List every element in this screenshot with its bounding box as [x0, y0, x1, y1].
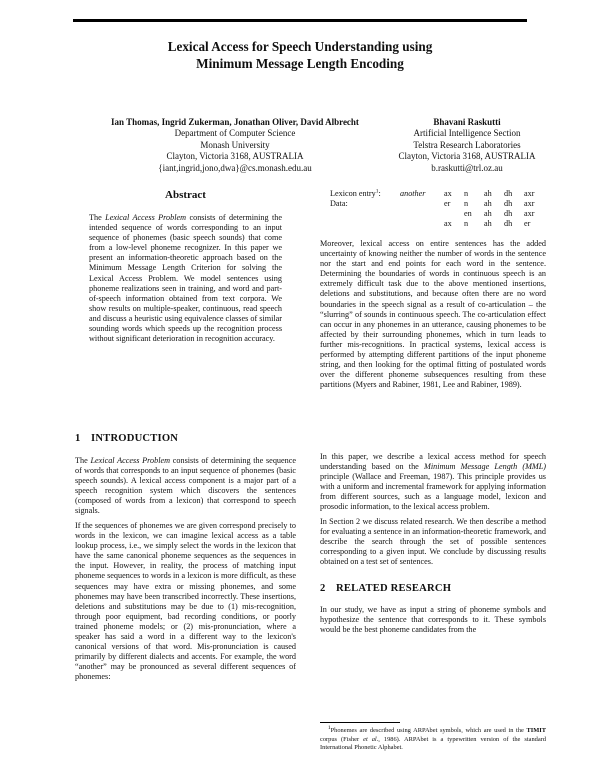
- section-title: INTRODUCTION: [91, 433, 179, 444]
- section-1-heading: [75, 433, 296, 444]
- mml-term: Minimum Message Length (MML): [424, 462, 547, 472]
- author-address: Clayton, Victoria 3168, AUSTRALIA: [166, 151, 304, 162]
- phoneme-cell: en: [464, 209, 472, 218]
- phoneme-cell: ah: [484, 219, 492, 228]
- footnote-text-mid: corpus (Fisher: [320, 735, 364, 743]
- footnote: [320, 724, 546, 753]
- lexicon-data-row: [330, 199, 544, 209]
- phoneme-cell: ax: [444, 219, 452, 228]
- author-email: {iant,ingrid,jono,dwa}@cs.monash.edu.au: [158, 162, 312, 173]
- abstract-text: [75, 213, 296, 344]
- footnote-etal: et al.: [363, 735, 379, 743]
- phoneme-cell: dh: [504, 209, 513, 218]
- phoneme-cell: n: [464, 189, 469, 198]
- abstract-text-pre: The: [89, 213, 106, 222]
- footnote-rule: [320, 722, 400, 723]
- author-department: Department of Computer Science: [174, 128, 296, 139]
- phoneme-cell: dh: [504, 219, 513, 228]
- phoneme-cell: axr: [524, 199, 535, 208]
- abstract-heading: Abstract: [165, 189, 206, 201]
- footnote-timit: TIMIT: [526, 727, 546, 734]
- title-line-2: Minimum Message Length Encoding: [196, 56, 404, 71]
- author-university: Monash University: [200, 139, 270, 150]
- right-p2-pre: In this paper, we describe a lexical access method for speech understanding based on the: [320, 452, 546, 472]
- right-p2-body: principle (Wallace and Freeman, 1987). This principle provides us with a uniform and incremental framework for applying information from different sources, such as a language model, lexicon and prosodic information, to the lexical access problem.: [320, 472, 546, 512]
- title-rule: [73, 19, 527, 22]
- related-paragraph-1: In our study, we have as input a string of phoneme symbols and hypothesize the sentence that corresponds to it. These symbols would be the best phoneme candidates from the: [320, 605, 546, 635]
- lexicon-word: another: [400, 189, 426, 198]
- author-address: Clayton, Victoria 3168, AUSTRALIA: [398, 151, 536, 162]
- abstract-term: Lexical Access Problem: [105, 213, 187, 222]
- section-2-heading: [320, 583, 546, 594]
- intro-p1-term: Lexical Access Problem: [90, 456, 171, 465]
- footnote-mark: 1: [375, 188, 379, 195]
- phoneme-cell: [444, 209, 464, 219]
- author-names: Ian Thomas, Ingrid Zukerman, Jonathan Oliver, David Albrecht: [111, 117, 359, 127]
- footnote-text-post: , 1986). ARPAbet is a typewritten version of the standard International Phonetic Alphabet.: [320, 735, 546, 752]
- phoneme-cell: axr: [524, 209, 535, 218]
- phoneme-cell: axr: [524, 189, 535, 198]
- lexicon-entry-label: [330, 189, 400, 199]
- author-department: Artificial Intelligence Section: [413, 128, 521, 139]
- phoneme-cell: er: [524, 219, 531, 228]
- intro-paragraph-1: [75, 456, 296, 517]
- right-paragraph-3: In Section 2 we discuss related research. We then describe a method for evaluating a sentence in an information-theoretic framework, and describe the search through the set of possible sentences corresponding to a given input. We conclude by discussing results obtained on a test set of sentences.: [320, 517, 546, 567]
- author-names: Bhavani Raskutti: [433, 117, 501, 127]
- phoneme-cell: ah: [484, 209, 492, 218]
- phoneme-cell: er: [444, 199, 451, 208]
- lexicon-data-row: [330, 209, 544, 219]
- intro-paragraph-2: If the sequences of phonemes we are given correspond precisely to words in the lexicon, we can imagine lexical access as a table lookup process, i.e., we simply select the words in the lexicon that have the same canonical phoneme sequences as the sequences in the input. However, in reality, the process of matching input phoneme sequences to words in a lexicon is more difficult, as these sequences may have extra or missing phonemes, and some phonemes may have been transcribed incorrectly. These insertions, deletions and substitutions may be due to (1) mis-recognition, through poor equipment, bad recording conditions, or poorly trained phoneme models; or (2) mis-pronunciation, where a speaker has said a word in a different way to the lexicon's canonical versions of that word. Mis-pronunciation is caused primarily by different dialects and accents. For example, the word “another” may be pronounced as several different sequences of phonemes:: [75, 521, 296, 682]
- phoneme-cell: dh: [504, 189, 513, 198]
- lexicon-entry-text: Lexicon entry: [330, 189, 376, 198]
- footnote-text-pre: Phonemes are described using ARPAbet symbols, which are used in the: [330, 727, 527, 734]
- author-block-monash: [90, 117, 380, 174]
- right-paragraph-2: [320, 452, 546, 513]
- author-organization: Telstra Research Laboratories: [413, 139, 521, 150]
- lexicon-entry-colon: :: [378, 189, 381, 198]
- intro-p1-body: consists of determining the sequence of words that corresponds to an input sequence of phonemes (basic speech sounds). A lexical access component is a major part of a speech recognition system which discovers the sentences (composed of words from a lexicon) that correspond to speech signals.: [75, 456, 296, 516]
- section-title: RELATED RESEARCH: [336, 583, 452, 594]
- phoneme-cell: n: [464, 219, 469, 228]
- section-number: 2: [320, 583, 326, 594]
- paper-title: [60, 38, 540, 72]
- section-number: 1: [75, 433, 81, 444]
- abstract-text-body: consists of determining the intended sequence of words corresponding to an input sequence of phonemes (basic speech sounds) that come from a low-level phoneme recognizer. In this paper we present an information-theoretic approach based on the Minimum Message Length Criterion for solving the Lexical Access Problem. We model sentences using phoneme realizations seen in training, and word and part-of-speech information obtained from text corpora. We show results on multiple-speaker, continuous, read speech and discuss a heuristic using equivalence classes of similar sounding words which speeds up the recognition process without significant deterioration in recognition accuracy.: [89, 213, 283, 344]
- author-block-telstra: [372, 117, 562, 174]
- right-paragraph-1: Moreover, lexical access on entire sentences has the added uncertainty of knowing neither the number of words in the sentence nor the start and end points for each word in the sentence. Determining the boundaries of words in continuous speech is an extremely difficult task due to the above mentioned insertions, deletions and substitutions, and because often there are no word boundaries in the speech signal as a result of co-articulation – the “slurring” of sounds in continuous speech. The co-articulation effect can occur in any phonemes in an utterance, causing phonemes to be affected by their surrounding phonemes, which in turn leads to further mis-recognitions. In practical systems, lexical access is performed by attempting different partitions of the input phoneme string, and then looking for the optimal fitting of postulated words over the different phoneme subsequences resulting from these partitions (Myers and Rabiner, 1981, Lee and Rabiner, 1989).: [320, 239, 546, 390]
- lexicon-row-canonical: [330, 189, 544, 199]
- phoneme-cell: n: [464, 199, 469, 208]
- phoneme-cell: ah: [484, 199, 492, 208]
- title-line-1: Lexical Access for Speech Understanding using: [167, 39, 433, 54]
- lexicon-table: [330, 189, 544, 229]
- footnote-number: 1: [327, 724, 331, 731]
- phoneme-cell: dh: [504, 199, 513, 208]
- intro-p1-pre: The: [75, 456, 91, 465]
- lexicon-data-row: [330, 219, 544, 229]
- phoneme-cell: ah: [484, 189, 492, 198]
- phoneme-cell: ax: [444, 189, 452, 198]
- lexicon-data-label: Data:: [330, 199, 348, 208]
- author-email: b.raskutti@trl.oz.au: [431, 162, 503, 173]
